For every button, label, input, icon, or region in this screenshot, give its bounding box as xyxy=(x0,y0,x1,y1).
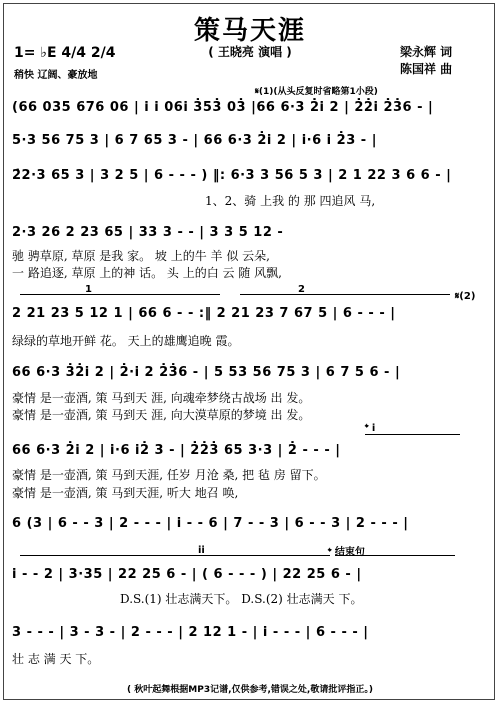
key-signature: 1= ♭E 4/4 2/4 xyxy=(14,45,116,61)
volta-2-label: 2 xyxy=(298,284,305,295)
lyric-line-9: D.S.(1) 壮志满天下。 D.S.(2) 壮志满天 下。 xyxy=(120,592,363,606)
coda-ii-label: ii xyxy=(198,545,205,556)
lyric-line-5: 豪情 是一壶酒, 策 马到天 涯, 向魂牵梦绕古战场 出 发。 xyxy=(12,391,311,405)
notation-row-6: 66 6·3 3̇2̇i 2 | 2̇·i 2 2̇3̇6 - | 5 53 56 75 3 | 6 7 5 6 - | xyxy=(12,365,401,380)
composer-credit: 陈国祥 曲 xyxy=(400,62,453,76)
tempo-marking: 稍快 辽阔、豪放地 xyxy=(14,70,98,81)
end-phrase-mark: 𝄌 结束句 xyxy=(328,547,365,558)
song-title: 策马天涯 xyxy=(193,16,306,46)
coda-i-mark: 𝄌 i xyxy=(365,423,376,434)
repeat-note: 𝄋(1)(从头反复时省略第1小段) xyxy=(255,87,378,97)
volta-1-label: 1 xyxy=(85,284,92,295)
notation-row-7: 66 6·3 2̇i 2 | i·6 i2̇ 3 - | 2̇2̇3̇ 65 3·3 | 2̇ - - - | xyxy=(12,443,341,458)
lyricist-credit: 梁永辉 词 xyxy=(400,45,453,59)
notation-row-5: 2 21 23 5 12 1 | 66 6 - - :‖ 2 21 23 7 67 5 | 6 - - - | xyxy=(12,306,396,321)
volta-2-bracket xyxy=(240,294,450,295)
lyric-line-8: 豪情 是一壶酒, 策 马到天涯, 听大 地召 唤, xyxy=(12,486,239,500)
lyric-line-1: 1、2、骑 上我 的 那 四追风 马, xyxy=(205,194,376,208)
lyric-line-2: 驰 骋草原, 草原 是我 家。 坡 上的牛 羊 似 云朵, xyxy=(12,249,270,263)
lyric-line-3: 一 路追逐, 草原 上的神 话。 头 上的白 云 随 风飘, xyxy=(12,266,282,280)
notation-row-2: 5·3 56 75 3 | 6 7 65 3 - | 66 6·3 2̇i 2 | i·6 i 2̇3 - | xyxy=(12,133,377,148)
lyric-line-7: 豪情 是一壶酒, 策 马到天涯, 任岁 月沧 桑, 把 毡 房 留下。 xyxy=(12,468,326,482)
notation-row-4: 2·3 26 2 23 65 | 33 3 - - | 3 3 5 12 - xyxy=(12,225,284,240)
coda-i-bracket xyxy=(365,434,460,435)
lyric-line-10: 壮 志 满 天 下。 xyxy=(12,652,100,666)
volta-1-bracket xyxy=(20,294,220,295)
coda-ii-bracket xyxy=(20,555,330,556)
lyric-line-4: 绿绿的草地开鲜 花。 天上的雄鹰追晚 霞。 xyxy=(12,334,240,348)
notation-row-10: 3 - - - | 3 - 3 - | 2 - - - | 2 12 1 - | i - - - | 6 - - - | xyxy=(12,625,369,640)
transcriber-note: ( 秋叶起舞根据MP3记谱,仅供参考,错误之处,敬请批评指正。) xyxy=(127,685,373,695)
segno-2: 𝄋(2) xyxy=(455,291,476,302)
notation-row-1: (66 035 676 06 | i i 06i 3̇53̇ 03̇ |66 6·3 2̇i 2 | 2̇2̇i 2̇3̇6 - | xyxy=(12,100,434,115)
notation-row-8: 6 (3 | 6 - - 3 | 2 - - - | i - - 6 | 7 - - 3 | 6 - - 3 | 2 - - - | xyxy=(12,516,409,531)
song-subtitle: ( 王晓亮 演唱 ) xyxy=(208,45,292,59)
notation-row-3: 2̇2·3 65 3 | 3 2 5 | 6 - - - ) ‖: 6·3 3 56 5 3 | 2 1 22 3 6 6 - | xyxy=(12,168,452,183)
lyric-line-6: 豪情 是一壶酒, 策 马到天 涯, 向大漠草原的梦境 出 发。 xyxy=(12,408,311,422)
notation-row-9: i - - 2 | 3·35 | 22 25 6 - | ( 6 - - - ) | 22 25 6 - | xyxy=(12,567,362,582)
